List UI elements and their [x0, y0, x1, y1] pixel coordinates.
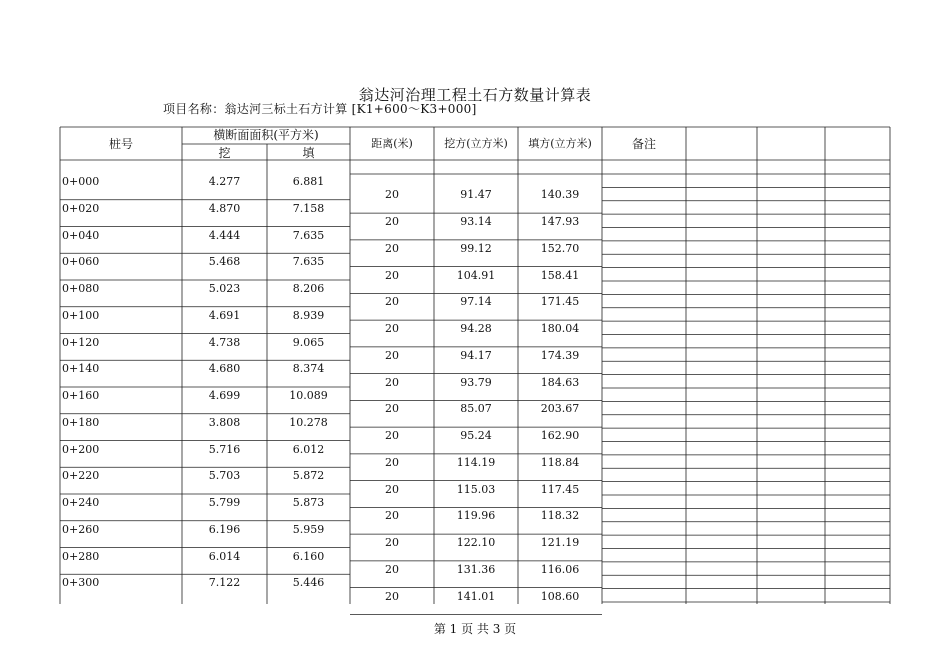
header-distance: 距离(米): [371, 137, 413, 150]
cut-volume-cell: 115.03: [456, 482, 496, 496]
cut-area-cell: 4.444: [208, 228, 241, 242]
distance-cell: 20: [385, 375, 399, 389]
cut-volume-cell: 94.17: [460, 348, 492, 362]
distance-cell: 20: [385, 295, 399, 309]
distance-cell: 20: [385, 241, 399, 255]
cut-volume-cell: 95.24: [460, 429, 492, 443]
fill-area-cell: 10.089: [289, 389, 328, 402]
cut-volume-cell: 97.14: [460, 295, 492, 309]
fill-volume-cell: 180.04: [540, 322, 580, 336]
cut-area-cell: 4.680: [208, 362, 241, 376]
fill-area-cell: 6.160: [292, 549, 325, 563]
station-cell: 0+100: [62, 308, 100, 322]
distance-cell: 20: [385, 482, 399, 496]
fill-area-cell: 6.012: [292, 442, 325, 456]
cut-volume-cell: 93.79: [460, 375, 492, 389]
station-cell: 0+060: [62, 255, 100, 269]
cut-volume-cell: 122.10: [456, 536, 496, 550]
fill-volume-cell: 118.32: [540, 509, 580, 523]
station-cell: 0+000: [62, 175, 100, 188]
fill-volume-cell: 140.39: [540, 188, 580, 202]
station-cell: 0+040: [62, 228, 100, 242]
cut-volume-cell: 99.12: [460, 241, 492, 255]
header-cut: 挖: [218, 146, 231, 160]
cut-area-cell: 4.277: [208, 175, 241, 188]
cut-area-cell: 5.716: [208, 442, 241, 456]
distance-cell: 20: [385, 455, 399, 469]
fill-volume-cell: 203.67: [540, 402, 580, 416]
station-cell: 0+200: [62, 442, 100, 456]
fill-volume-cell: 152.70: [540, 241, 580, 255]
distance-cell: 20: [385, 589, 399, 603]
station-cell: 0+080: [62, 282, 100, 295]
station-cell: 0+140: [62, 362, 100, 376]
fill-area-cell: 7.635: [292, 228, 325, 242]
fill-area-cell: 5.873: [292, 496, 325, 509]
station-cell: 0+240: [62, 496, 100, 509]
cut-volume-cell: 104.91: [456, 268, 496, 282]
distance-cell: 20: [385, 429, 399, 443]
cut-area-cell: 3.808: [208, 415, 241, 429]
header-fill: 填: [302, 146, 315, 160]
cut-area-cell: 4.691: [208, 308, 241, 322]
station-cell: 0+220: [62, 469, 100, 483]
cut-area-cell: 4.738: [208, 335, 241, 349]
header-fill-volume: 填方(立方米): [528, 137, 592, 150]
distance-cell: 20: [385, 402, 399, 416]
header-area-group: 横断面面积(平方米): [213, 128, 319, 142]
cut-area-cell: 6.014: [208, 549, 241, 563]
cut-area-cell: 5.468: [208, 255, 241, 269]
cut-volume-cell: 141.01: [456, 589, 496, 603]
fill-volume-cell: 118.84: [540, 455, 580, 469]
fill-volume-cell: 108.60: [540, 589, 580, 603]
fill-volume-cell: 174.39: [540, 348, 580, 362]
cut-volume-cell: 119.96: [456, 509, 496, 523]
fill-volume-cell: 147.93: [540, 215, 580, 229]
station-cell: 0+120: [62, 335, 100, 349]
fill-area-cell: 9.065: [292, 335, 325, 349]
cut-area-cell: 6.196: [208, 522, 241, 536]
cut-area-cell: 7.122: [208, 576, 241, 590]
cut-volume-cell: 93.14: [460, 215, 492, 229]
fill-volume-cell: 171.45: [540, 295, 580, 309]
fill-area-cell: 8.206: [292, 282, 325, 295]
distance-cell: 20: [385, 509, 399, 523]
station-cell: 0+300: [62, 576, 100, 590]
station-cell: 0+260: [62, 522, 100, 536]
fill-volume-cell: 117.45: [540, 482, 580, 496]
distance-cell: 20: [385, 215, 399, 229]
fill-volume-cell: 158.41: [540, 268, 580, 282]
header-remark: 备注: [631, 137, 656, 151]
distance-cell: 20: [385, 268, 399, 282]
fill-area-cell: 7.158: [292, 201, 325, 215]
header-cut-volume: 挖方(立方米): [444, 137, 508, 150]
cut-volume-cell: 91.47: [460, 188, 492, 202]
cut-area-cell: 4.699: [208, 389, 241, 402]
station-cell: 0+160: [62, 389, 100, 402]
cut-area-cell: 5.799: [208, 496, 241, 509]
fill-volume-cell: 162.90: [540, 429, 580, 443]
fill-area-cell: 8.939: [292, 308, 325, 322]
fill-area-cell: 10.278: [289, 415, 328, 429]
fill-area-cell: 6.881: [292, 175, 325, 188]
fill-area-cell: 5.872: [292, 469, 325, 483]
cut-volume-cell: 114.19: [456, 455, 496, 469]
distance-cell: 20: [385, 536, 399, 550]
fill-area-cell: 8.374: [292, 362, 325, 376]
cut-volume-cell: 94.28: [460, 322, 492, 336]
distance-cell: 20: [385, 322, 399, 336]
fill-area-cell: 5.959: [292, 522, 325, 536]
cut-area-cell: 4.870: [208, 201, 241, 215]
fill-volume-cell: 184.63: [540, 375, 580, 389]
fill-area-cell: 5.446: [292, 576, 325, 590]
cut-area-cell: 5.703: [208, 469, 241, 483]
header-station: 桩号: [108, 137, 133, 151]
station-cell: 0+020: [62, 201, 100, 215]
page-footer: 第 1 页 共 3 页: [433, 622, 517, 636]
distance-cell: 20: [385, 348, 399, 362]
fill-volume-cell: 121.19: [540, 536, 580, 550]
cut-volume-cell: 85.07: [460, 402, 492, 416]
distance-cell: 20: [385, 188, 399, 202]
page-title: 翁达河治理工程土石方数量计算表: [358, 86, 592, 104]
distance-cell: 20: [385, 562, 399, 576]
station-cell: 0+180: [62, 415, 100, 429]
project-name: 项目名称：翁达河三标土石方计算 [K1+600～K3+000]: [163, 102, 477, 116]
fill-volume-cell: 116.06: [540, 562, 580, 576]
fill-area-cell: 7.635: [292, 255, 325, 269]
cut-area-cell: 5.023: [208, 282, 241, 295]
station-cell: 0+280: [62, 549, 100, 563]
cut-volume-cell: 131.36: [456, 562, 496, 576]
